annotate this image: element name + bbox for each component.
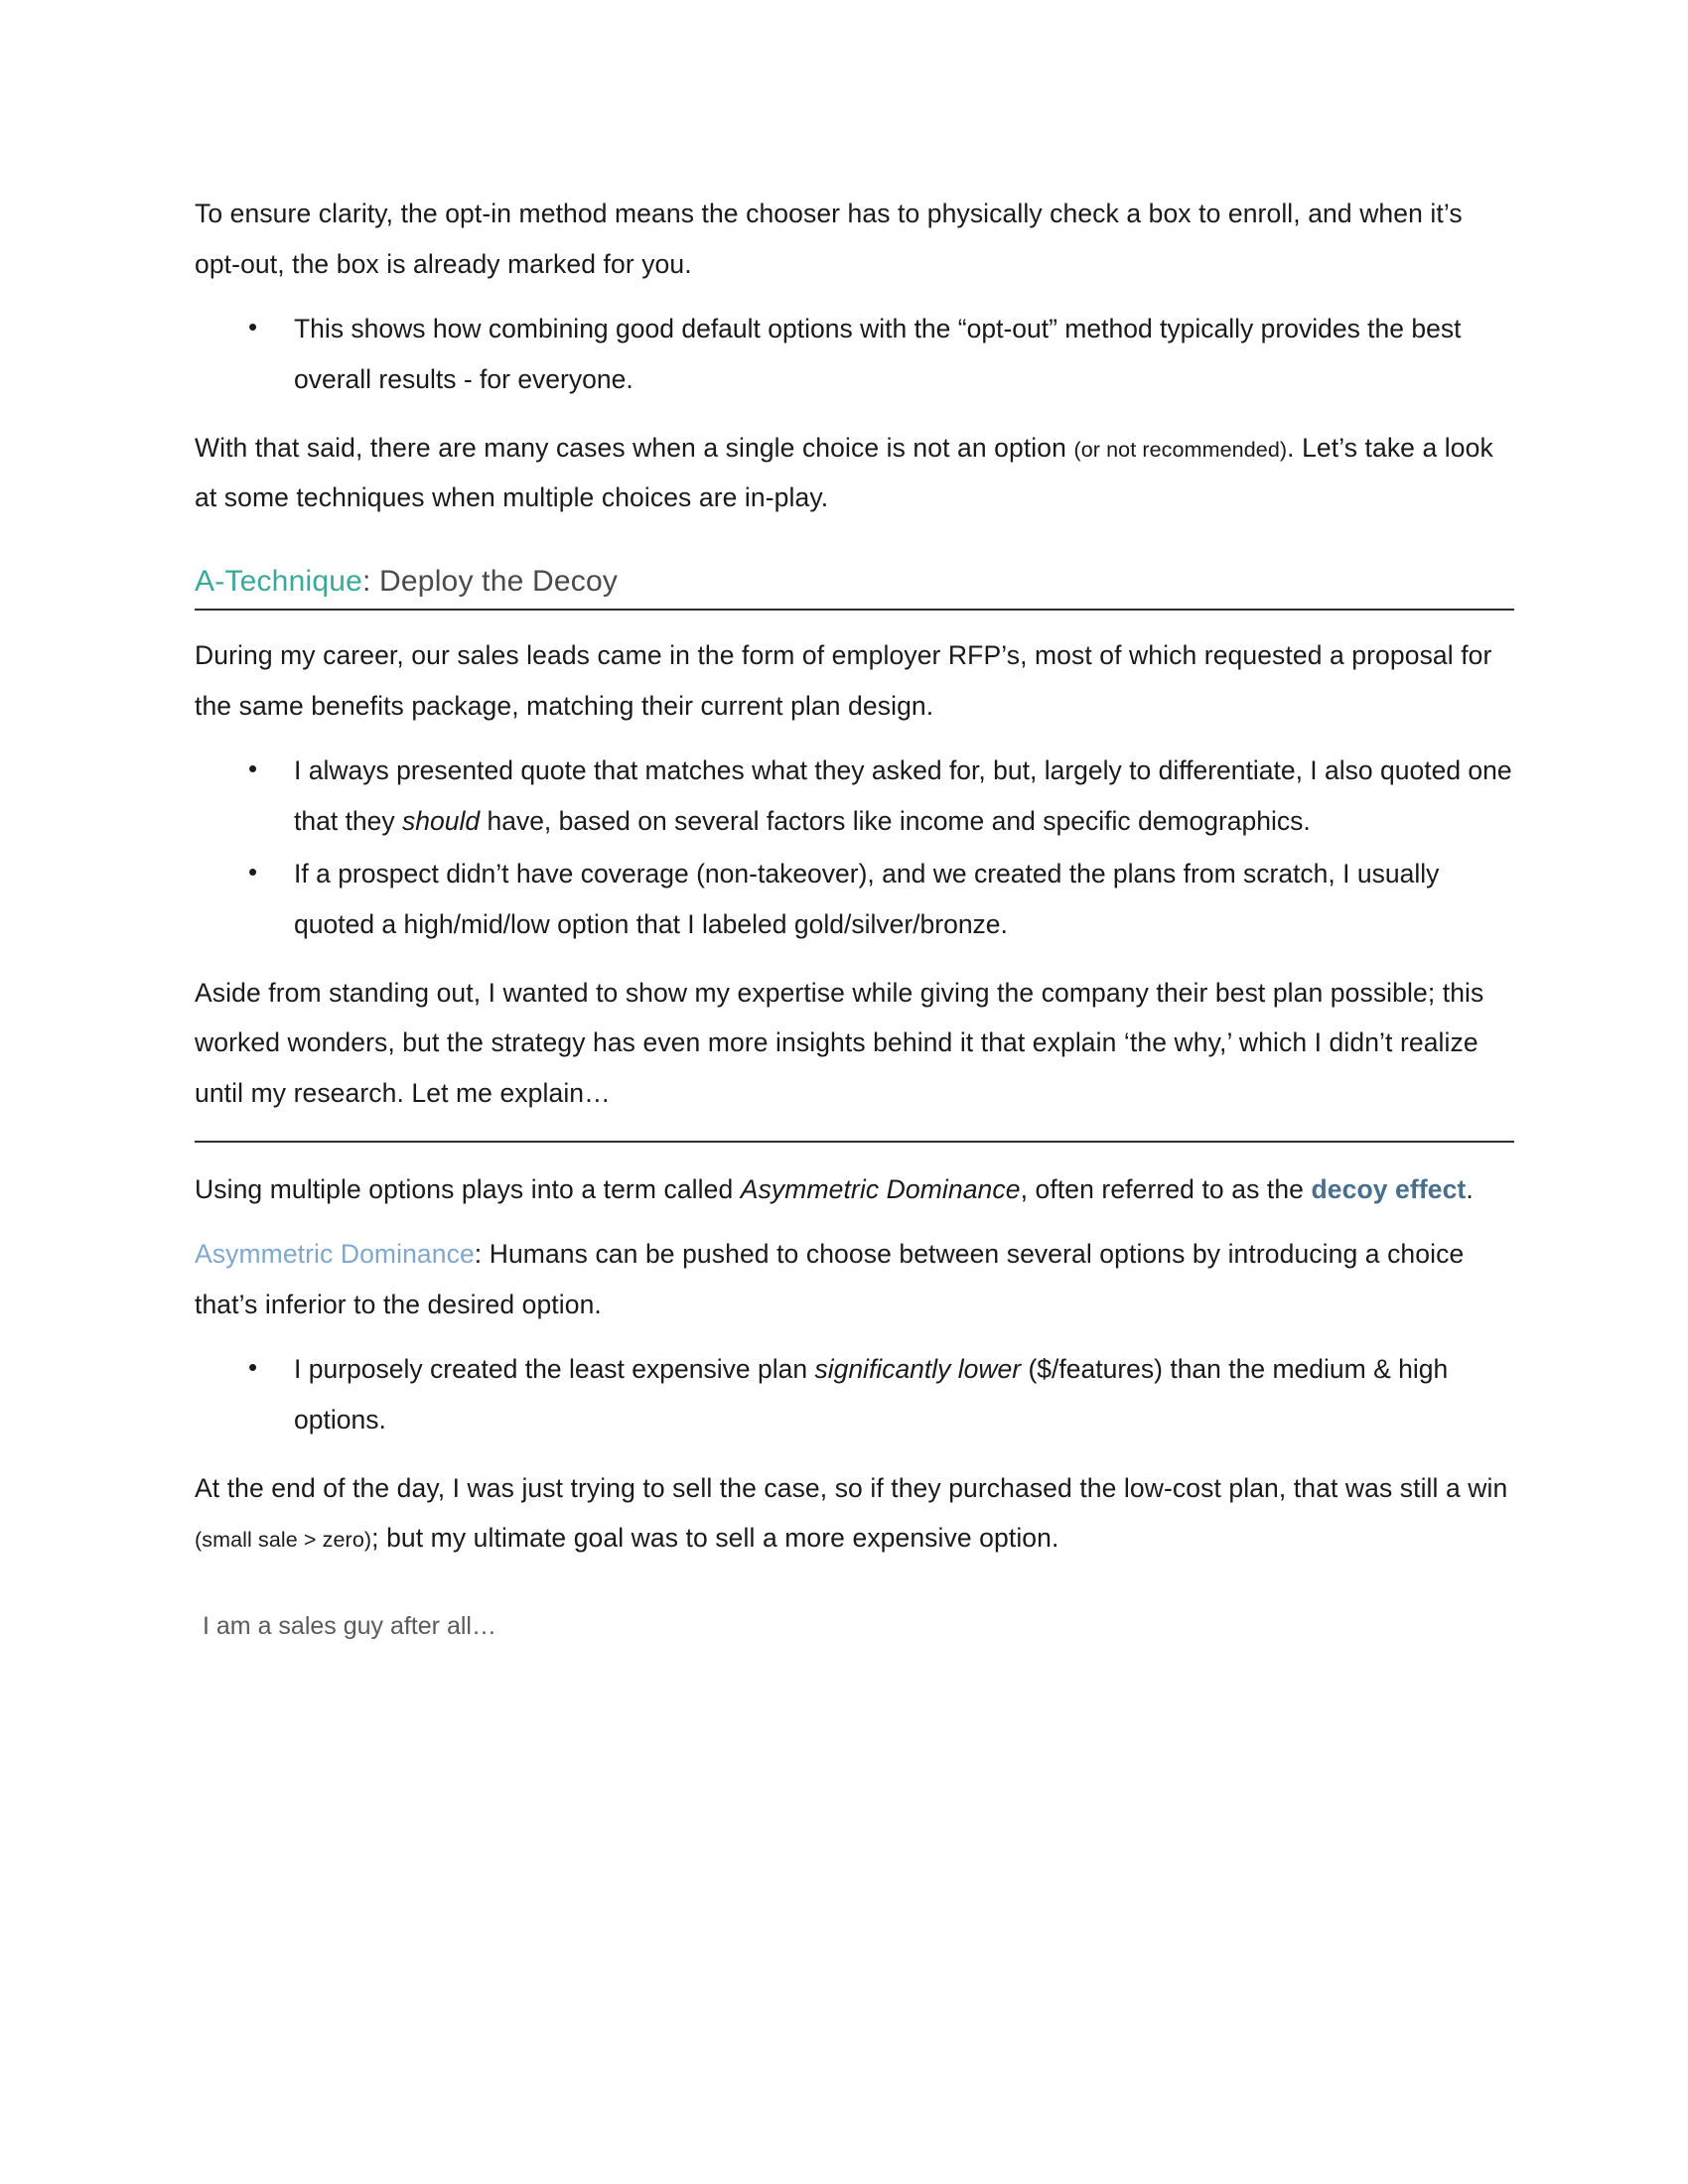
closing-text: I am a sales guy after all… <box>203 1612 496 1641</box>
paragraph-parenthetical: (small sale > zero) <box>195 1528 372 1553</box>
paragraph-text: During my career, our sales leads came in the form of employer RFP’s, most of which requested a proposal for the same benefits package, matching their current plan design. <box>195 640 1492 722</box>
paragraph-text-tail: ; but my ultimate goal was to sell a more expensive option. <box>371 1523 1059 1554</box>
list-item-label-lead: I always presented quote that matches what they asked for, but, largely to differentiate, I also quoted one that they <box>294 755 1512 836</box>
paragraph-asymmetric-dominance-intro <box>195 1164 1514 1215</box>
paragraph-text-lead: Using multiple options plays into a term called <box>195 1174 741 1205</box>
list-item <box>195 1344 1514 1445</box>
paragraph-text-mid: , often referred to as the <box>1020 1174 1312 1205</box>
paragraph-text-tail: . Let’s take a look at some techniques when multiple choices are in-play. <box>195 432 1493 513</box>
term-decoy-effect: decoy effect <box>1311 1174 1467 1205</box>
bullet-list-least-expensive <box>195 1344 1514 1445</box>
list-item-label: This shows how combining good default options with the “opt-out” method typically provides the best overall results - for everyone. <box>294 313 1462 394</box>
divider-under-heading <box>195 609 1514 611</box>
list-item-emphasis: significantly lower <box>814 1353 1022 1384</box>
paragraph-asymmetric-dominance-definition <box>195 1229 1514 1330</box>
heading-rest-text: : Deploy the Decoy <box>361 565 619 599</box>
paragraph-standing-out <box>195 968 1514 1120</box>
bullet-list-defaults <box>195 304 1514 405</box>
list-item-label-tail: have, based on several factors like income and specific demographics. <box>480 805 1311 836</box>
list-item-emphasis: should <box>402 805 481 836</box>
paragraph-career-rfps <box>195 630 1514 732</box>
section-heading-technique <box>195 565 1514 609</box>
list-item-label-lead: I purposely created the least expensive plan <box>294 1353 815 1384</box>
list-item-label: If a prospect didn’t have coverage (non-takeover), and we created the plans from scratch, I usually quoted a high/mid/low option that I labeled gold/silver/bronze. <box>294 858 1440 939</box>
paragraph-multiple-choices <box>195 423 1514 524</box>
paragraph-end-of-day <box>195 1463 1514 1565</box>
paragraph-opt-in-clarity <box>195 189 1514 290</box>
divider-before-decoy <box>195 1141 1514 1143</box>
paragraph-text: Aside from standing out, I wanted to show my expertise while giving the company their best plan possible; this worked wonders, but the strategy has even more insights behind it that explain ‘the why,’ which I didn’t realize until my research. Let me explain… <box>195 977 1484 1109</box>
list-item <box>195 849 1514 950</box>
paragraph-text: : Humans can be pushed to choose between several options by introducing a choice that’s inferior to the desired option. <box>195 1239 1465 1319</box>
term-asymmetric-dominance: Asymmetric Dominance <box>195 1239 475 1269</box>
bullet-list-quoting <box>195 746 1514 950</box>
closing-line <box>203 1605 1514 1648</box>
paragraph-text-tail: . <box>1466 1174 1474 1205</box>
list-item <box>195 304 1514 405</box>
list-item <box>195 746 1514 847</box>
paragraph-parenthetical: (or not recommended) <box>1073 437 1288 462</box>
list-item-label-tail: ($/features) than the medium & high options. <box>294 1353 1449 1434</box>
paragraph-text-lead: At the end of the day, I was just trying to sell the case, so if they purchased the low-cost plan, that was still a win <box>195 1472 1508 1503</box>
term-asymmetric-dominance-italic: Asymmetric Dominance <box>740 1174 1021 1205</box>
paragraph-text: To ensure clarity, the opt-in method means the chooser has to physically check a box to enroll, and when it’s opt-out, the box is already marked for you. <box>195 199 1463 279</box>
paragraph-text-lead: With that said, there are many cases when a single choice is not an option <box>195 432 1074 463</box>
heading-accent-text: A-Technique <box>195 565 362 599</box>
